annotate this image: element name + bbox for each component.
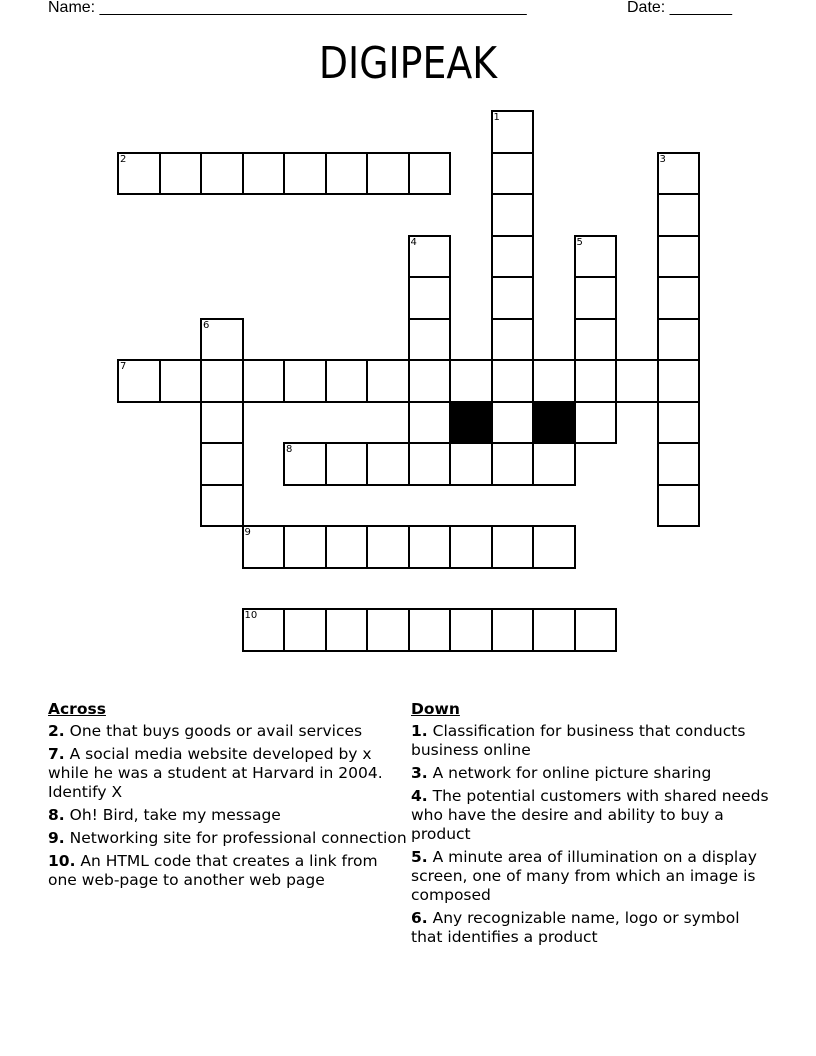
clue-across-2 xyxy=(48,722,408,741)
grid-cell[interactable] xyxy=(657,401,701,445)
grid-cell[interactable] xyxy=(117,152,161,196)
down-heading: Down xyxy=(411,700,460,718)
grid-cell[interactable] xyxy=(657,442,701,486)
clue-number: 10. xyxy=(48,852,76,870)
clue-across-8 xyxy=(48,806,408,825)
grid-cell[interactable] xyxy=(491,193,535,237)
clue-number-label: 5 xyxy=(576,236,583,248)
clue-down-3 xyxy=(411,764,771,783)
grid-cell[interactable] xyxy=(532,359,576,403)
clue-text: Networking site for professional connection xyxy=(69,829,407,847)
grid-cell[interactable] xyxy=(366,442,410,486)
down-clues xyxy=(411,700,771,951)
clue-text: An HTML code that creates a link from one web-page to another web page xyxy=(48,852,378,889)
grid-cell[interactable] xyxy=(615,359,659,403)
grid-cell[interactable] xyxy=(657,193,701,237)
grid-cell[interactable] xyxy=(200,318,244,362)
grid-cell[interactable] xyxy=(491,318,535,362)
grid-cell[interactable] xyxy=(574,318,618,362)
grid-cell[interactable] xyxy=(657,318,701,362)
grid-cell[interactable] xyxy=(159,359,203,403)
across-heading: Across xyxy=(48,700,106,718)
grid-cell[interactable] xyxy=(408,152,452,196)
clue-number: 9. xyxy=(48,829,65,847)
grid-cell[interactable] xyxy=(657,484,701,528)
clue-number: 4. xyxy=(411,787,428,805)
grid-cell[interactable] xyxy=(242,608,286,652)
date-field-label: Date: _______ xyxy=(627,0,732,16)
clue-number-label: 4 xyxy=(410,236,417,248)
blocked-cell xyxy=(532,401,576,445)
grid-cell[interactable] xyxy=(283,359,327,403)
name-field-label: Name: ________________________________________________ xyxy=(48,0,527,16)
clue-number-label: 6 xyxy=(203,319,210,331)
clue-number-label: 8 xyxy=(286,444,293,455)
grid-cell[interactable] xyxy=(657,359,701,403)
grid-cell[interactable] xyxy=(200,484,244,528)
grid-cell[interactable] xyxy=(200,359,244,403)
clue-number: 2. xyxy=(48,722,65,740)
grid-cell[interactable] xyxy=(491,608,535,652)
grid-cell[interactable] xyxy=(242,152,286,196)
clue-number-label: 9 xyxy=(244,527,251,538)
grid-cell[interactable] xyxy=(491,110,535,154)
grid-cell[interactable] xyxy=(325,525,369,569)
clue-number-label: 7 xyxy=(120,361,127,372)
grid-cell[interactable] xyxy=(491,359,535,403)
grid-cell[interactable] xyxy=(366,359,410,403)
grid-cell[interactable] xyxy=(449,525,493,569)
grid-cell[interactable] xyxy=(532,442,576,486)
grid-cell[interactable] xyxy=(574,608,618,652)
grid-cell[interactable] xyxy=(408,401,452,445)
grid-cell[interactable] xyxy=(491,442,535,486)
across-clues xyxy=(48,700,408,894)
clue-text: Any recognizable name, logo or symbol that identifies a product xyxy=(411,909,740,946)
clue-text: The potential customers with shared needs who have the desire and ability to buy a product xyxy=(411,787,769,843)
clue-down-5 xyxy=(411,848,771,905)
grid-cell[interactable] xyxy=(449,608,493,652)
clue-across-7 xyxy=(48,745,408,802)
grid-cell[interactable] xyxy=(657,152,701,196)
grid-cell[interactable] xyxy=(408,235,452,279)
grid-cell[interactable] xyxy=(491,525,535,569)
grid-cell[interactable] xyxy=(200,401,244,445)
puzzle-title: DIGIPEAK xyxy=(318,38,498,89)
grid-cell[interactable] xyxy=(408,359,452,403)
grid-cell[interactable] xyxy=(366,608,410,652)
grid-cell[interactable] xyxy=(366,525,410,569)
grid-cell[interactable] xyxy=(574,359,618,403)
clue-text: A social media website developed by x while he was a student at Harvard in 2004. Identify X xyxy=(48,745,383,801)
grid-cell[interactable] xyxy=(657,276,701,320)
grid-cell[interactable] xyxy=(574,235,618,279)
grid-cell[interactable] xyxy=(325,359,369,403)
grid-cell[interactable] xyxy=(242,525,286,569)
grid-cell[interactable] xyxy=(574,401,618,445)
grid-cell[interactable] xyxy=(408,318,452,362)
clue-text: One that buys goods or avail services xyxy=(69,722,363,740)
clue-text: Classification for business that conducts business online xyxy=(411,722,746,759)
grid-cell[interactable] xyxy=(408,525,452,569)
clue-text: A minute area of illumination on a display screen, one of many from which an image is composed xyxy=(411,848,757,904)
grid-cell[interactable] xyxy=(283,152,327,196)
clue-number: 7. xyxy=(48,745,65,763)
grid-cell[interactable] xyxy=(491,401,535,445)
clue-across-9 xyxy=(48,829,408,848)
grid-cell[interactable] xyxy=(449,359,493,403)
clue-number: 6. xyxy=(411,909,428,927)
grid-cell[interactable] xyxy=(532,608,576,652)
grid-cell[interactable] xyxy=(408,608,452,652)
grid-cell[interactable] xyxy=(657,235,701,279)
clue-number: 8. xyxy=(48,806,65,824)
clue-number-label: 1 xyxy=(493,112,500,123)
grid-cell[interactable] xyxy=(283,525,327,569)
clue-number-label: 2 xyxy=(120,153,127,165)
blocked-cell xyxy=(449,401,493,445)
grid-cell[interactable] xyxy=(408,276,452,320)
clue-text: Oh! Bird, take my message xyxy=(69,806,281,824)
clue-number: 5. xyxy=(411,848,428,866)
grid-cell[interactable] xyxy=(574,276,618,320)
grid-cell[interactable] xyxy=(449,442,493,486)
clue-down-1 xyxy=(411,722,771,760)
grid-cell[interactable] xyxy=(200,152,244,196)
clue-number: 1. xyxy=(411,722,428,740)
grid-cell[interactable] xyxy=(366,152,410,196)
grid-cell[interactable] xyxy=(491,276,535,320)
clue-down-4 xyxy=(411,787,771,844)
grid-cell[interactable] xyxy=(408,442,452,486)
clue-down-6 xyxy=(411,909,771,947)
grid-cell[interactable] xyxy=(117,359,161,403)
grid-cell[interactable] xyxy=(491,152,535,196)
grid-cell[interactable] xyxy=(532,525,576,569)
grid-cell[interactable] xyxy=(242,359,286,403)
grid-cell[interactable] xyxy=(325,608,369,652)
grid-cell[interactable] xyxy=(491,235,535,279)
clue-text: A network for online picture sharing xyxy=(432,764,712,782)
clue-across-10 xyxy=(48,852,408,890)
grid-cell[interactable] xyxy=(325,442,369,486)
grid-cell[interactable] xyxy=(200,442,244,486)
grid-cell[interactable] xyxy=(283,608,327,652)
grid-cell[interactable] xyxy=(283,442,327,486)
grid-cell[interactable] xyxy=(159,152,203,196)
clue-number: 3. xyxy=(411,764,428,782)
clue-number-label: 10 xyxy=(244,610,258,621)
clue-number-label: 3 xyxy=(659,153,666,165)
grid-cell[interactable] xyxy=(325,152,369,196)
